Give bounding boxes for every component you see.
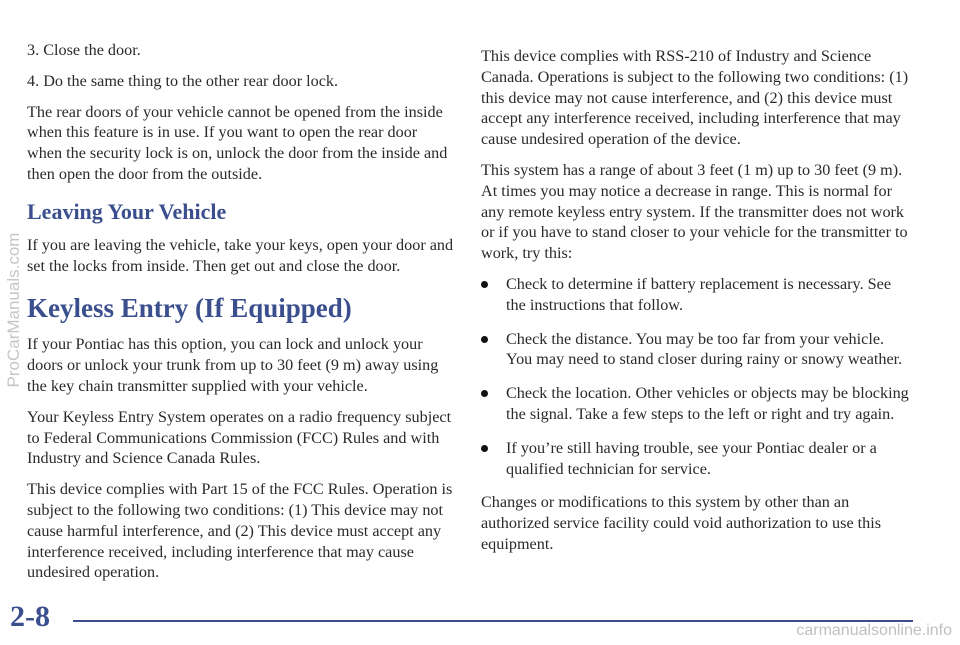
list-item [481, 383, 911, 425]
list-item [481, 438, 911, 480]
rear-door-paragraph: The rear doors of your vehicle cannot be opened from the inside when this feature is in use. If you want to open the rear door when the security lock is on, unlock the door from the inside and then open the door from the outside. [27, 102, 448, 183]
fcc-compliance-paragraph: This device complies with Part 15 of the FCC Rules. Operation is subject to the following two conditions: (1) This device may not cause harmful interference, and (2) This device must accept any interference received, including interference that may cause undesired operation. [27, 480, 453, 582]
bottom-watermark: carmanualsonline.info [796, 622, 952, 639]
page-number: 2-8 [10, 600, 50, 633]
left-column [27, 40, 455, 593]
modifications-paragraph: Changes or modifications to this system by other than an authorized service facility could void authorization to use this equipment. [481, 493, 882, 553]
rss-compliance-paragraph: This device complies with RSS-210 of Industry and Science Canada. Operations is subject to the following two conditions: (1) this device may not cause interference, and (2) this device must accept any interference received, including interference that may cause undesired operation of the device. [481, 47, 909, 149]
range-paragraph: This system has a range of about 3 feet (1 m) up to 30 feet (9 m). At times you may notice a decrease in range. This is normal for any remote keyless entry system. If the transmitter does not work or if you have to stand closer to your vehicle for the transmitter to work, try this: [481, 160, 908, 263]
list-item [481, 329, 911, 371]
leaving-vehicle-paragraph: If you are leaving the vehicle, take your keys, open your door and set the locks from inside. Then get out and close the door. [27, 235, 454, 275]
list-item [481, 274, 911, 316]
keyless-entry-heading: Keyless Entry (If Equipped) [27, 293, 352, 324]
troubleshooting-list [481, 274, 911, 479]
keyless-intro-paragraph: If your Pontiac has this option, you can lock and unlock your doors or unlock your trunk from up to 30 feet (9 m) away using the key chain transmitter supplied with your vehicle. [27, 335, 439, 395]
list-item-text: If you’re still having trouble, see your Pontiac dealer or a qualified technician for service. [506, 438, 877, 478]
bullet-icon [481, 445, 488, 452]
list-item-text: Check the location. Other vehicles or objects may be blocking the signal. Take a few steps to the left or right and try again. [506, 384, 909, 423]
bullet-icon [481, 336, 488, 343]
side-watermark: ProCarManuals.com [4, 232, 23, 388]
fcc-frequency-paragraph: Your Keyless Entry System operates on a radio frequency subject to Federal Communications Commission (FCC) Rules and with Industry and Science Canada Rules. [27, 407, 452, 468]
bullet-icon [481, 390, 488, 397]
footer-divider [73, 620, 913, 622]
leaving-vehicle-heading: Leaving Your Vehicle [27, 198, 227, 224]
step-3: 3. Close the door. [27, 41, 141, 59]
right-column [481, 46, 911, 565]
list-item-text: Check to determine if battery replacement is necessary. See the instructions that follow. [506, 274, 892, 314]
bullet-icon [481, 281, 488, 288]
step-4: 4. Do the same thing to the other rear door lock. [27, 71, 339, 90]
list-item-text: Check the distance. You may be too far from your vehicle. You may need to stand closer during rainy or snowy weather. [506, 329, 903, 369]
